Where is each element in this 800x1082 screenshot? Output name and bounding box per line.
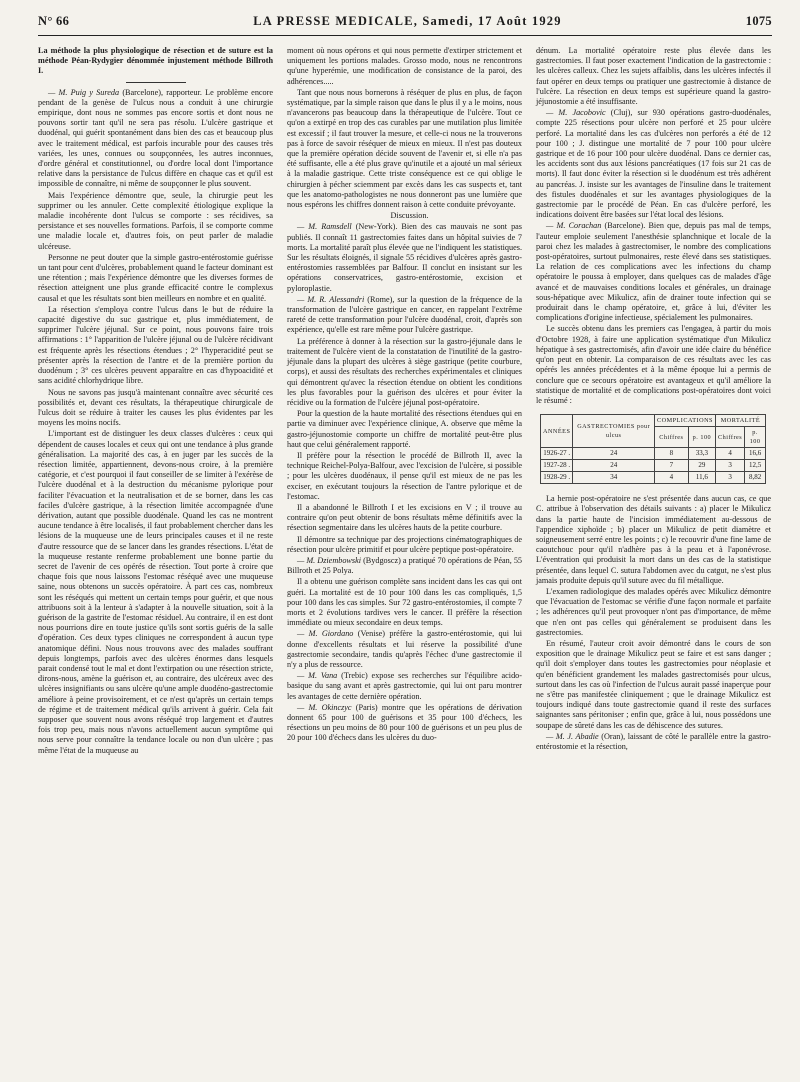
subheader-p100: p. 100 [688, 427, 715, 448]
paragraph: Tant que nous nous bornerons à réséquer de plus en plus, de façon systématique, par la simple raison que dans le plus il y a le moins, nous n'avancerons pas beaucoup dans la thérapeutique de l'ulcère. Tout ce qu'on a extirpé en trop des cas curables par une mutilation plus limitée est excessif ; il faut trouver la mesure, et celle-ci nous ne la trouverons pas à force de savoir réséquer de mieux en mieux. Il n'est pas douteux que la première opération décide souvent de l'avenir et, si elle n'a pas été suffisante, elle a été plus grave qu'inutile et a ajouté un mal sérieux à la maladie gastrique. Cette triste conséquence est ce qui oblige le chirurgien à pécher sciemment par excès dans les cas suspects et, tant que les anatomo-pathologistes ne nous donneront pas une lumière que nous espérons les chiffres donnent raison à cette conduite prévoyante. [287, 87, 522, 210]
page-number: 1075 [745, 14, 772, 28]
header-annees: ANNÉES [541, 415, 573, 448]
column-1 [38, 46, 273, 757]
subheader-chiffres: Chiffres [716, 427, 745, 448]
speaker-text: (Trebic) expose ses recherches sur l'équilibre acido-basique du sang avant et après gastrectomie, qui lui ont paru montrer les avantages de cette dernière opération. [287, 671, 522, 701]
speaker-name: — M. Vana [297, 671, 338, 681]
paragraph: moment où nous opérons et qui nous permette d'extirper strictement et uniquement les portions malades. Grosso modo, nous ne rencontrons qu'une hyperémie, une modification de consistance de la paroi, des adhérences..... [287, 46, 522, 86]
speaker-paragraph [536, 732, 771, 752]
cell: 4 [716, 448, 745, 460]
statistics-table [540, 414, 766, 484]
paragraph: Il préfère pour la résection le procédé de Billroth II, avec la technique Reichel-Polya-Balfour, avec l'excision de l'ulcère, si possible ; pour les ulcères duodénaux, il pense qu'il est mieux de ne pas les exciser, en exécutant toujours la résection de l'antre pylorique et de l'estomac. [287, 450, 522, 501]
paragraph: Pour la question de la haute mortalité des résections étendues qui en partie va diminuer avec l'expérience clinique, A. observe que même la gastro-jéjunostomie comporte un chiffre de mortalité peut-être plus haut que celui généralement rapporté. [287, 409, 522, 449]
speaker-name: — M. Giordano [297, 629, 354, 639]
journal-title: LA PRESSE MEDICALE, Samedi, 17 Août 1929 [253, 14, 562, 28]
speaker-name: — M. Dziembowski [297, 555, 361, 565]
column-3 [536, 46, 771, 757]
cell: 11,6 [688, 472, 715, 484]
speaker-text: (Oran), laissant de côté le parallèle entre la gastro-entérostomie et la résection, [536, 731, 771, 751]
speaker-paragraph [287, 295, 522, 336]
speaker-paragraph [287, 671, 522, 702]
running-header [38, 14, 772, 36]
speaker-text: (Barcelone). Bien que, depuis pas mal de temps, l'auteur emploie seulement l'anesthésie splanchnique et locale de la paroi chez les malades à gastrectomiser, le nombre des complications post-opératoires, surtout pulmonaires, reste élevé dans ses statistiques. La relation de ces complications avec les infections du champ opératoire le poussa à employer, dans quelques cas de malades d'âge avancé et de mauvaises conditions locales et générales, un drainage sous-hépatique avec Mikulicz, afin de drainer toute infection qui se produirait dans le champ opératoire, et, grâce à lui, d'éviter les complications d'origine infectieuse, spécialement les pulmonaires. [536, 221, 771, 323]
paragraph: dénum. La mortalité opératoire reste plus élevée dans les gastrectomies. Il faut poser exactement l'indication de la gastrectomie : les ulcères calleux. Chez les sujets affaiblis, dans les ulcères infectés il faut opérer en deux temps ou pratiquer une gastrectomie à distance de l'ulcère. La résection en deux temps est supérieure quand la gastro-jéjunostomie a été insuffisante. [536, 46, 771, 107]
header-mortalite: MORTALITÉ [716, 415, 766, 427]
speaker-name: — M. J. Abadie [546, 731, 599, 741]
speaker-text: (New-York). Bien des cas mauvais ne sont pas publiés. Il connaît 11 gastrectomies faites dans un hôpital suivies de 7 morts. La mortalité paraît plus élevée que ne l'indiquent les statistiques. Sur les résultats éloignés, il signale 55 récidives d'ulcères après gastro-entérostomies rassemblées par Balfour. Il conclut en insistant sur les opérations conservatrices, gastro-entérostomie, excision et pyloroplastie. [287, 222, 522, 293]
speaker-name: — M. Jacobovic [546, 108, 606, 118]
speaker-text: (Cluj), sur 930 opérations gastro-duodénales, compte 225 résections pour ulcère non perforé et 25 pour ulcère perforé. La mortalité dans les cas d'ulcères non perforés a été de 12 pour 100 ; J. distingue une mortalité de 7 pour 100 pour ulcère gastrique et de 16 pour 100 pour ulcère duodénal. Dans ce dernier cas, les accidents sont dus aux lésions pancréatiques (17 fois sur 21 cas de morts). Il faut donc éviter la résection si le duodénum est très adhérent au pancréas. J. insiste sur les avantages de l'insuline dans le traitement des fistules duodénales et sur les avantages physiologiques de la gastrectomie par le procédé de Péan. En cas d'ulcère perforé, les indications doivent être basées sur l'état local des lésions. [536, 108, 771, 220]
paragraph: Il démontre sa technique par des projections cinématographiques de résection pour ulcère primitif et pour ulcère peptique post-opératoire. [287, 534, 522, 554]
paragraph: Mais l'expérience démontre que, seule, la chirurgie peut les supprimer ou les annuler. Cette complexité étiologique explique la maladie incohérente dont l'ulcus se comporte : ses récidives, sa persistance et ses nouvelles formations. Parfois, il se comporte comme une maladie locale et, d'autres fois, on peut parler de maladie ulcéreuse. [38, 190, 273, 251]
paragraph: La préférence à donner à la résection sur la gastro-jéjunale dans le traitement de l'ulcère vient de la constatation de l'inutilité de la gastro-jéjunale dans la plupart des ulcères à siège gastrique (petite courbure, corps), et aussi des résultats des recherches expérimentales et cliniques qui démontrent qu'avec la résection étendue on obtient les conditions les plus favorables pour la guérison des ulcères et pour éviter la récidive ou la formation de l'ulcère jéjunal post-opératoire. [287, 336, 522, 407]
text-columns [38, 46, 772, 757]
subheader-chiffres: Chiffres [654, 427, 688, 448]
speaker-text: (Paris) montre que les opérations de dérivation donnent 65 pour 100 de guérisons et 35 pour 100 d'échecs, les résections un peu moins de 80 pour 100 de guérisons et un peu plus de 20 pour 100 d'échecs dans les ulcères du duo- [287, 702, 522, 743]
cell: 24 [573, 448, 655, 460]
paragraph: En résumé, l'auteur croit avoir démontré dans le cours de son exposition que le drainage Mikulicz peut se faire et est sans danger ; qu'il doit s'employer dans toutes les gastrectomies pour néoplasie et qu'en bénéficient grandement les malades gastrectomisés pour ulcus, surtout dans les cas où l'infection de l'ulcus aurait passé inaperçue pour ne s'être pas manifestée cliniquement ; que le drainage Mikulicz est toujours indiqué dans toute gastrectomie quand il reste des surfaces saignantes sans péritoniser ; enfin que, grâce à lui, nous possédons une soupape de sûreté dans les cas de déhiscence des sutures. [536, 638, 771, 730]
conclusion-paragraph: La méthode la plus physiologique de résection et de suture est la méthode Péan-Rydygier dénommée injustement méthode Billroth I. [38, 46, 273, 76]
cell: 8,82 [745, 472, 766, 484]
paragraph: La résection s'employa contre l'ulcus dans le but de réduire la capacité digestive du suc gastrique et, plus immédiatement, de supprimer l'ulcère jéjunal. Sur ce point, nous pouvons faire trois affirmations : 1° l'apparition de l'ulcère jéjunal ou de l'ulcère récidivant est fréquente après les résections étendues ; 2° l'hyperacidité peut se présenter après la résection de l'antre et de la première portion du duodénum ; 3° ces ulcères peuvent apparaître en cas d'hypoacidité et sans acidité chlorhydrique libre. [38, 304, 273, 386]
cell: 16,6 [745, 448, 766, 460]
cell: 33,3 [688, 448, 715, 460]
cell: 34 [573, 472, 655, 484]
section-heading: Discussion. [390, 211, 429, 221]
column-2 [287, 46, 522, 757]
cell: 12,5 [745, 460, 766, 472]
paragraph: L'examen radiologique des malades opérés avec Mikulicz démontre que l'évacuation de l'estomac se vérifie d'une façon normale et parfaite ; les adhérences qu'il peut provoquer n'ont pas d'importance, de même que n'en ont pas celles qui généralement se produisent dans les gastrectomies. [536, 586, 771, 637]
cell: 4 [654, 472, 688, 484]
speaker-paragraph [536, 108, 771, 220]
subheader-p100: p. 100 [745, 427, 766, 448]
table-row [541, 472, 766, 484]
paragraph: Il a abandonné le Billroth I et les excisions en V ; il trouve au contraire qu'on peut obtenir de bons résultats même définitifs avec la résection segmentaire dans les ulcères hauts de la petite courbure. [287, 502, 522, 533]
cell: 8 [654, 448, 688, 460]
speaker-paragraph [287, 556, 522, 576]
cell: 7 [654, 460, 688, 472]
paragraph: La hernie post-opératoire ne s'est présentée dans aucun cas, ce que C. attribue à l'observation des détails suivants : a) placer le Mikulicz dans la partie haute de l'incision immédiatement au-dessous de l'appendice xiphoïde ; b) placer un Mikulicz de petit diamètre et soigneusement serré entre les points ; c) le recouvrir d'une fine lame de caoutchouc pour qu'il n'adhère pas à la peau et à l'aponévrose. L'éventration qui produisit la mort dans un des cas de la statistique présentée, dans lequel C. sutura l'abdomen avec du catgut, ne s'est plus jamais produite depuis qu'il suture avec du fil métallique. [536, 494, 771, 585]
paragraph: L'important est de distinguer les deux classes d'ulcères : ceux qui dépendent de causes locales et ceux qui ont une tendance à plus grande généralisation. La majorité des cas, à en juger par les succès de la résection limitée, appartiennent, devons-nous croire, à la première catégorie, et c'est pourquoi il faut conseiller de se limiter à l'exérèse de l'ulcère duodénal et à la destruction du mécanisme pylorique pour faciliter l'évacuation et la neutralisation et de se borner, dans les cas faciles d'ulcère gastrique, à la résection limitée accompagnée d'une dérivation, autant que possible duodénale. Quand les cas ne montrent aucune tendance à être localisés, il faut probablement chercher dans les lésions de la muqueuse une de leurs principales causes et il ne reste d'autre ressource que de se lancer dans les grandes résections. L'état de la muqueuse restante renferme probablement une bonne partie du secret de l'avenir de ces opérés de résection. Tout porte à croire que chaque fois que nous laissons l'estomac réséqué avec une muqueuse saine, nous obtenons un succès opératoire. À part ces cas, nombreux sont les réséqués qui mettent un certain temps pour guérir, et que nous attribuons soit à la lenteur à s'adapter à la nouvelle situation, soit à la guérison de la gastrite de l'estomac résiduel. Au contraire, il en est dont nous pourrions dire en toute justice qu'ils sont sortis guéris de la salle d'opération. Ces deux types cliniques ne correspondent à aucun type anatomique défini. Nous nous trouvons avec des malades souffrant depuis longtemps, parfois avec des ulcères énormes dans lesquels parait condensé tout le mal et dont l'extirpation ou une résection stricte, dirons-nous, amène la guérison et, au contraire, des ulcéreux avec des ulcères insignifiants ou sans ulcère qu'une ample duodéno-gastrectomie améliore à peine provisoirement, et ce n'est qu'après un certain temps de régime et de traitement médical qu'ils arrivent à guérir. Cela fait supposer que souvent nous avons réséqué trop largement et d'autres fois trop peu, mais nous n'avons actuellement aucun symptôme qui nous serve pour connaître la tendance locale ou non d'un ulcère ; pas même l'état de la muqueuse au [38, 429, 273, 755]
table-row [541, 448, 766, 460]
speaker-name: — M. Corachan [546, 221, 602, 231]
issue-number: N° 66 [38, 14, 70, 28]
table-header-row [541, 415, 766, 427]
separator [126, 82, 186, 83]
paragraph: Nous ne savons pas jusqu'à maintenant connaître avec sécurité ces possibilités et, devant ces résultats, la thérapeutique chirurgicale de l'ulcus doit se réduire à traiter les causes les plus évidentes par les moyens les moins nocifs. [38, 387, 273, 428]
cell: 1927-28 . [541, 460, 573, 472]
header-complications: COMPLICATIONS [654, 415, 715, 427]
speaker-text: (Rome), sur la question de la fréquence de la transformation de l'ulcère gastrique en cancer, en rappelant l'extrême rareté de cette transformation pour l'ulcère duodénal, croit, d'après son expérience, qu'elle est rare même pour l'ulcère gastrique. [287, 294, 523, 335]
cell: 1928-29 . [541, 472, 573, 484]
speaker-paragraph [536, 221, 771, 323]
cell: 3 [716, 460, 745, 472]
speaker-paragraph [287, 222, 522, 293]
speaker-name: — M. R. Alessandri [297, 294, 365, 304]
header-gastrectomies: GASTRECTOMIES pour ulcus [573, 415, 655, 448]
cell: 1926-27 . [541, 448, 573, 460]
table-row [541, 460, 766, 472]
paragraph: Il a obtenu une guérison complète sans incident dans les cas qui ont guéri. La mortalité est de 10 pour 100 dans les cas compliqués, 1,5 pour 100 dans les cas simples. Sur 72 gastro-entérostomies, il compte 7 morts et 2 évolutions tardives vers le cancer. Il préfère la résection immédiate ou mieux secondaire en deux temps. [287, 577, 522, 628]
speaker-name: — M. Puig y Sureda [48, 87, 120, 97]
speaker-text: (Bydgoscz) a pratiqué 70 opérations de Péan, 55 Billroth et 25 Polya. [287, 555, 523, 576]
paragraph: Le succès obtenu dans les premiers cas l'engagea, à partir du mois d'Octobre 1928, à faire une application systématique d'un Mikulicz hépatique à ses gastrectomisés, afin d'avoir une idée claire du bénéfice qu'on peut en obtenir. La comparaison de ces résultats avec les cas opérés les années précédentes et à la même époque lui a permis de conclure que ce secours opératoire est avantageux et qu'il améliore la statistique de mortalité et de complications post-opératoires dont voici le résumé : [536, 324, 771, 405]
cell: 3 [716, 472, 745, 484]
cell: 29 [688, 460, 715, 472]
cell: 24 [573, 460, 655, 472]
speaker-name: — M. Ramsdell [297, 222, 352, 232]
paragraph: Personne ne peut douter que la simple gastro-entérostomie guérisse un tant pour cent d'ulcères, probablement quand le facteur dominant est une rétention ; mais l'expérience démontre que les diverses formes de résection atteignent une plus grande efficacité contre le complexus causal et que les résultats sont bien meilleurs en nombre et en qualité. [38, 252, 273, 303]
speaker-paragraph [287, 629, 522, 670]
speaker-paragraph [287, 703, 522, 744]
speaker-paragraph [38, 88, 273, 190]
speaker-text: (Barcelone), rapporteur. Le problème encore pendant de la genèse de l'ulcus nous a conduit à une chirurgie empirique, dont nous ne sommes pas encore sortis et dont nous ne pouvons sortir tant qu'il ne sera pas résolu. L'ulcère gastrique et duodénal, qui guérit spontanément dans bien des cas et beaucoup plus avec le traitement médical, est parfois incurable pour des causes très variées, les unes, connues ou soupçonnées, les autres inconnues, d'ordre général et constitutionnel, ou d'ordre local dont l'importance relative dans la persistance de l'ulcus diffère en chaque cas et qu'il est impossible de connaître, ni même de soupçonner le plus souvent. [38, 87, 273, 189]
speaker-text: (Venise) préfère la gastro-entérostomie, qui lui donne d'excellents résultats et lui réserve la possibilité d'une gastrectomie secondaire, tandis qu'après l'échec d'une gastrectomie il n'y a plus de ressource. [287, 629, 523, 669]
speaker-name: — M. Okinczyc [297, 702, 352, 712]
